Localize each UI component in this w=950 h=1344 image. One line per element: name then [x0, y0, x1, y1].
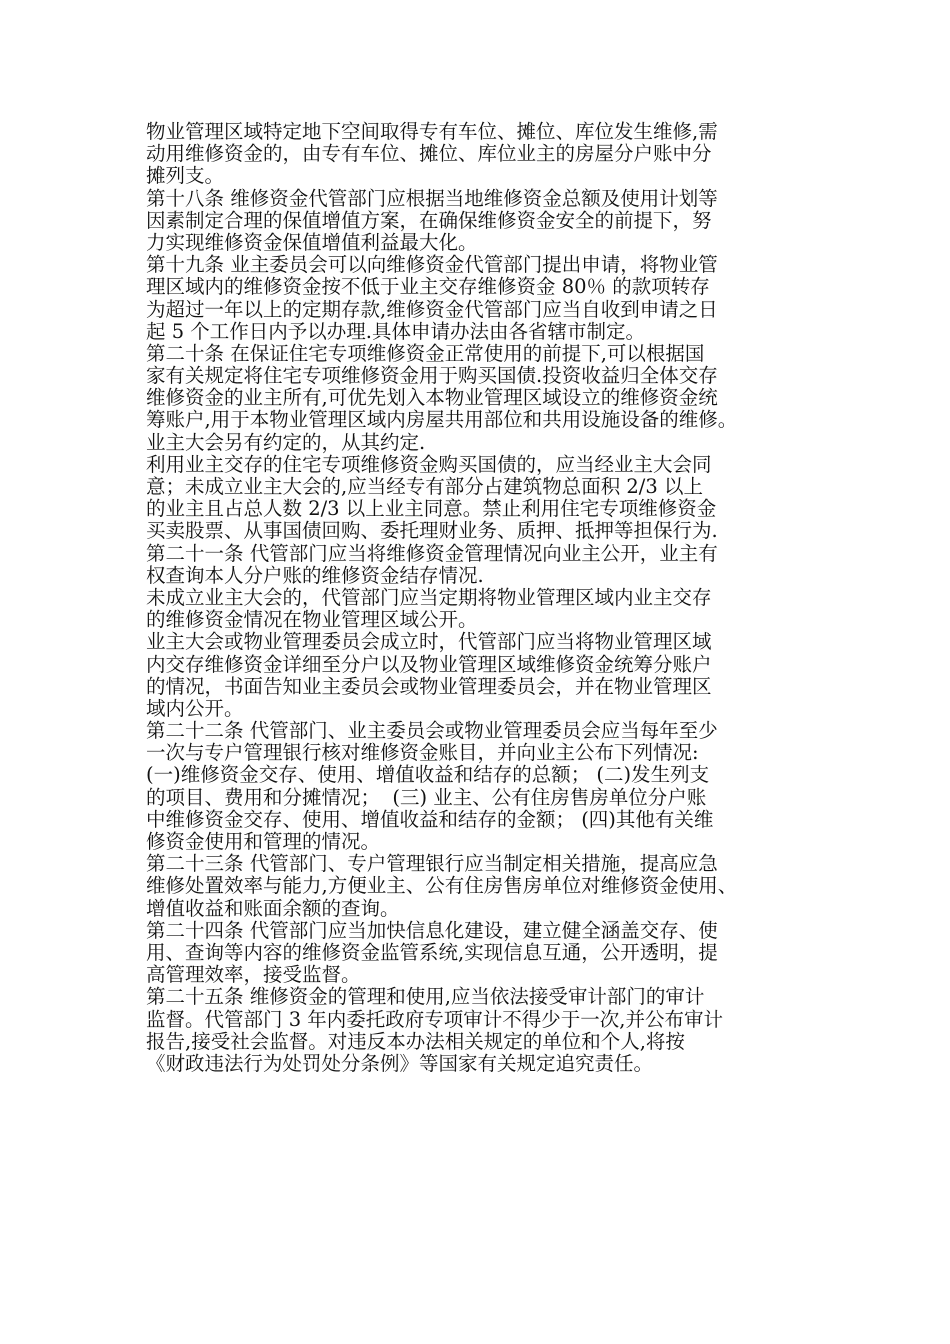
text-line: 权查询本人分户账的维修资金结存情况.: [146, 563, 484, 587]
text-line: 摊列支。: [146, 164, 225, 188]
text-line: 用、查询等内容的维修资金监管系统,实现信息互通，公开透明，提: [146, 940, 718, 964]
text-line: 未成立业主大会的，代管部门应当定期将物业管理区域内业主交存: [146, 585, 712, 609]
article-25-line: 第二十五条 维修资金的管理和使用,应当依法接受审计部门的审计: [146, 985, 705, 1009]
article-22-line: 第二十二条 代管部门、业主委员会或物业管理委员会应当每年至少: [146, 719, 718, 743]
text-line: 筹账户,用于本物业管理区域内房屋共用部位和共用设施设备的维修。: [146, 408, 738, 432]
text-line: 的业主且占总人数 2/3 以上业主同意。禁止利用住宅专项维修资金: [146, 497, 717, 521]
article-23-line: 第二十三条 代管部门、专户管理银行应当制定相关措施，提高应急: [146, 852, 718, 876]
text-line: 内交存维修资金详细至分户以及物业管理区域维修资金统筹分账户: [146, 652, 712, 676]
text-line: 报告,接受社会监督。对违反本办法相关规定的单位和个人,将按: [146, 1029, 685, 1053]
article-18-line: 第十八条 维修资金代管部门应根据当地维修资金总额及使用计划等: [146, 186, 718, 210]
text-line: 起 5 个工作日内予以办理.具体申请办法由各省辖市制定。: [146, 319, 646, 343]
text-line: 家有关规定将住宅专项维修资金用于购买国债.投资收益归全体交存: [146, 364, 718, 388]
text-line: 的项目、费用和分摊情况； (三) 业主、公有住房售房单位分户账: [146, 785, 707, 809]
article-19-line: 第十九条 业主委员会可以向维修资金代管部门提出申请，将物业管: [146, 253, 718, 277]
article-20-line: 第二十条 在保证住宅专项维修资金正常使用的前提下,可以根据国: [146, 341, 705, 365]
text-line: 维修资金的业主所有,可优先划入本物业管理区域设立的维修资金统: [146, 386, 718, 410]
text-line: 的情况，书面告知业主委员会或物业管理委员会，并在物业管理区: [146, 674, 712, 698]
text-line: 增值收益和账面余额的查询。: [146, 896, 400, 920]
text-line: 的维修资金情况在物业管理区域公开。: [146, 608, 478, 632]
text-line: (一)维修资金交存、使用、增值收益和结存的总额； (二)发生列支: [146, 763, 710, 787]
text-line: 利用业主交存的住宅专项维修资金购买国债的，应当经业主大会同: [146, 452, 712, 476]
text-line: 因素制定合理的保值增值方案，在确保维修资金安全的前提下，努: [146, 208, 712, 232]
text-line: 理区域内的维修资金按不低于业主交存维修资金 80％ 的款项转存: [146, 275, 710, 299]
text-line: 高管理效率，接受监督。: [146, 963, 361, 987]
text-line: 意；未成立业主大会的,应当经专有部分占建筑物总面积 2/3 以上: [146, 475, 703, 498]
document-body: [146, 121, 818, 1075]
text-line: 一次与专户管理银行核对维修资金账目，并向业主公布下列情况:: [146, 741, 699, 765]
text-line: 业主大会或物业管理委员会成立时，代管部门应当将物业管理区域: [146, 630, 712, 654]
text-line: 《财政违法行为处罚处分条例》等国家有关规定追究责任。: [146, 1051, 654, 1075]
text-line: 维修处置效率与能力,方便业主、公有住房售房单位对维修资金使用、: [146, 874, 738, 898]
article-24-line: 第二十四条 代管部门应当加快信息化建设，建立健全涵盖交存、使: [146, 918, 718, 942]
article-21-line: 第二十一条 代管部门应当将维修资金管理情况向业主公开，业主有: [146, 541, 718, 565]
text-line: 物业管理区域特定地下空间取得专有车位、摊位、库位发生维修,需: [146, 120, 718, 143]
text-line: 监督。代管部门 3 年内委托政府专项审计不得少于一次,并公布审计: [146, 1007, 724, 1031]
text-line: 买卖股票、从事国债回购、委托理财业务、质押、抵押等担保行为.: [146, 519, 718, 543]
text-line: 为超过一年以上的定期存款,维修资金代管部门应当自收到申请之日: [146, 297, 718, 321]
text-line: 动用维修资金的，由专有车位、摊位、库位业主的房屋分户账中分: [146, 142, 712, 166]
text-line: 力实现维修资金保值增值利益最大化。: [146, 230, 478, 254]
text-line: 域内公开。: [146, 696, 244, 720]
text-line: 修资金使用和管理的情况。: [146, 830, 381, 853]
text-line: 中维修资金交存、使用、增值收益和结存的金额； (四)其他有关维: [146, 807, 714, 831]
text-line: 业主大会另有约定的，从其约定.: [146, 430, 426, 454]
